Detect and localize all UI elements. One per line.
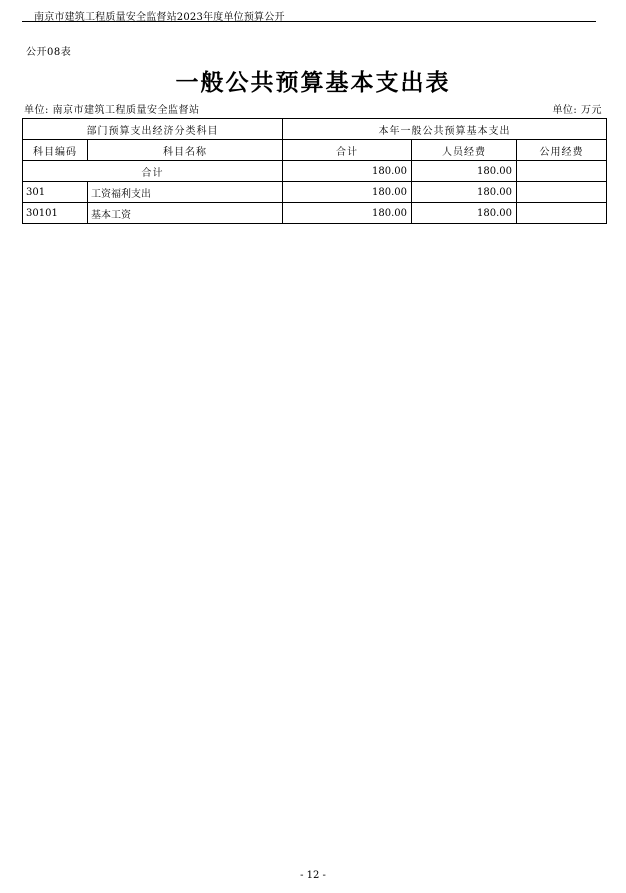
row-name: 基本工资 — [88, 203, 283, 224]
table-column-header-row — [23, 140, 607, 161]
row-total: 180.00 — [283, 203, 412, 224]
table-total-row — [23, 161, 607, 182]
row-personnel: 180.00 — [412, 203, 517, 224]
form-number: 公开08表 — [26, 47, 72, 58]
page-number: - 12 - — [300, 870, 326, 881]
row-code: 301 — [23, 182, 88, 203]
unit-organization: 单位: 南京市建筑工程质量安全监督站 — [24, 105, 200, 116]
group-header-expenditure: 本年一般公共预算基本支出 — [283, 119, 607, 140]
group-header-classification: 部门预算支出经济分类科目 — [23, 119, 283, 140]
table-row — [23, 182, 607, 203]
column-header-total: 合计 — [283, 140, 412, 161]
unit-currency: 单位: 万元 — [552, 105, 602, 116]
budget-table — [22, 118, 607, 224]
header-divider — [22, 21, 596, 22]
column-header-name: 科目名称 — [88, 140, 283, 161]
page-title: 一般公共预算基本支出表 — [175, 70, 451, 96]
column-header-public: 公用经费 — [517, 140, 607, 161]
row-public — [517, 203, 607, 224]
table-group-header-row — [23, 119, 607, 140]
total-amount: 180.00 — [283, 161, 412, 182]
row-name: 工资福利支出 — [88, 182, 283, 203]
total-personnel: 180.00 — [412, 161, 517, 182]
row-total: 180.00 — [283, 182, 412, 203]
column-header-personnel: 人员经费 — [412, 140, 517, 161]
row-personnel: 180.00 — [412, 182, 517, 203]
document-header: 南京市建筑工程质量安全监督站2023年度单位预算公开 — [34, 12, 285, 23]
table-row — [23, 203, 607, 224]
row-public — [517, 182, 607, 203]
total-public — [517, 161, 607, 182]
row-code: 30101 — [23, 203, 88, 224]
column-header-code: 科目编码 — [23, 140, 88, 161]
total-label: 合计 — [23, 161, 283, 182]
